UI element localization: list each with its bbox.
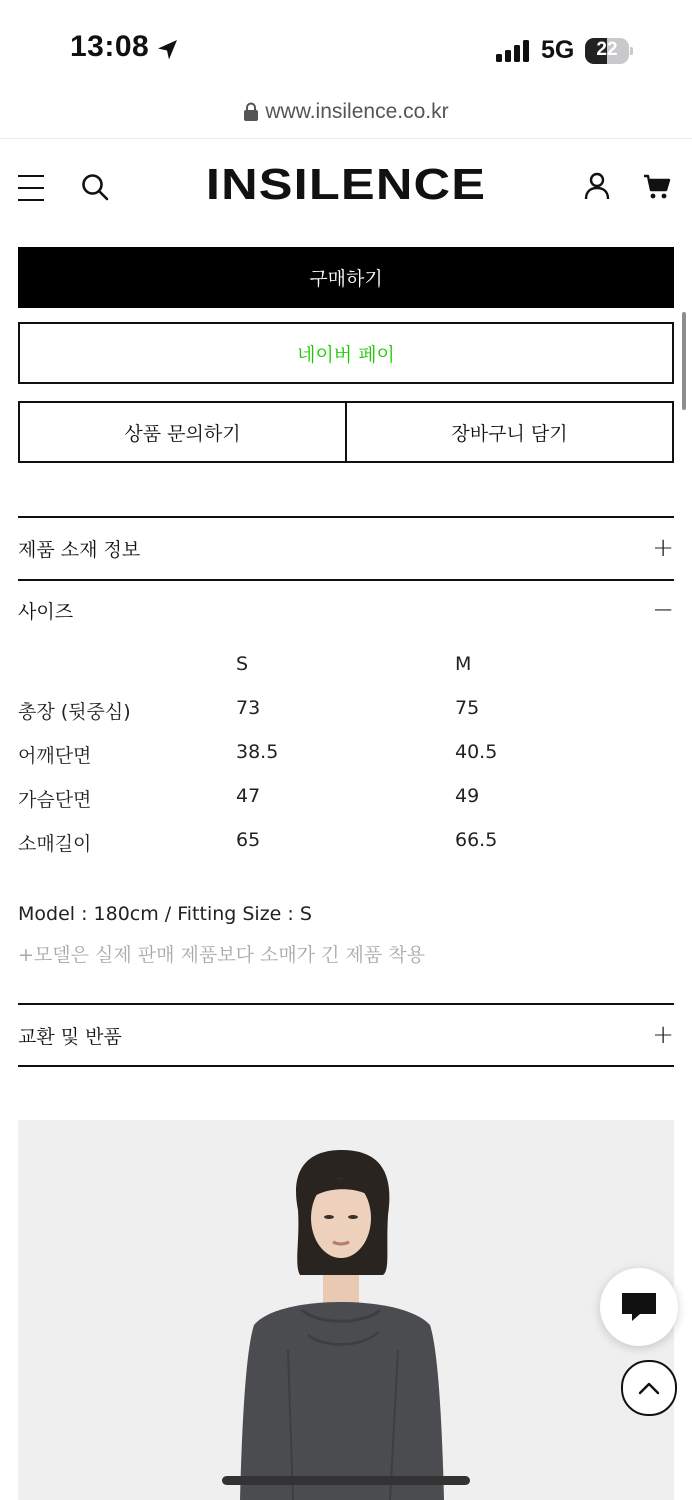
size-cell: 66.5 bbox=[455, 829, 498, 851]
user-icon[interactable] bbox=[584, 172, 610, 200]
size-column-header: S bbox=[236, 653, 249, 675]
expand-plus-icon: + bbox=[652, 533, 674, 563]
size-cell: 38.5 bbox=[236, 741, 279, 763]
model-note: +모델은 실제 판매 제품보다 소매가 긴 제품 착용 bbox=[18, 944, 425, 966]
site-logo[interactable]: INSILENCE bbox=[205, 160, 487, 209]
battery-nub bbox=[630, 47, 633, 55]
battery-level: 22 bbox=[596, 39, 618, 60]
accordion-exchange-returns[interactable] bbox=[18, 1005, 674, 1065]
search-icon[interactable] bbox=[80, 172, 110, 202]
size-cell: 65 bbox=[236, 829, 261, 851]
chat-bubble-icon bbox=[620, 1290, 658, 1324]
cart-icon[interactable] bbox=[643, 174, 671, 200]
address-bar-divider bbox=[0, 138, 692, 139]
chevron-up-icon bbox=[638, 1381, 660, 1395]
accordion-material-info[interactable] bbox=[18, 518, 674, 578]
size-cell: 40.5 bbox=[455, 741, 498, 763]
accordion-title: 제품 소재 정보 bbox=[18, 538, 141, 561]
size-column-header: M bbox=[455, 653, 472, 675]
network-type: 5G bbox=[541, 36, 575, 64]
model-info: Model : 180cm / Fitting Size : S bbox=[18, 903, 312, 925]
naver-pay-button[interactable]: 네이버 페이 bbox=[18, 322, 674, 384]
status-time: 13:08 bbox=[70, 30, 150, 63]
product-photo bbox=[18, 1120, 674, 1500]
divider bbox=[18, 1065, 674, 1067]
menu-icon[interactable] bbox=[18, 175, 44, 201]
size-row-label: 가슴단면 bbox=[18, 789, 92, 811]
accordion-title: 교환 및 반품 bbox=[18, 1025, 122, 1048]
expand-plus-icon: + bbox=[652, 1020, 674, 1050]
size-cell: 73 bbox=[236, 697, 261, 719]
accordion-title: 사이즈 bbox=[18, 600, 74, 623]
size-row-label: 어깨단면 bbox=[18, 745, 92, 767]
lock-icon bbox=[243, 102, 259, 122]
battery-icon bbox=[585, 38, 629, 64]
accordion-size[interactable] bbox=[18, 580, 674, 640]
location-arrow-icon bbox=[156, 38, 180, 62]
size-row-label: 총장 (뒷중심) bbox=[18, 701, 131, 723]
address-bar[interactable] bbox=[0, 100, 692, 138]
url-text: www.insilence.co.kr bbox=[265, 100, 449, 123]
add-to-cart-button[interactable]: 장바구니 담기 bbox=[345, 401, 674, 463]
size-cell: 47 bbox=[236, 785, 261, 807]
collapse-minus-icon: − bbox=[652, 595, 674, 625]
product-inquiry-button[interactable]: 상품 문의하기 bbox=[18, 401, 347, 463]
size-cell: 49 bbox=[455, 785, 480, 807]
cellular-signal-icon bbox=[496, 40, 532, 62]
size-cell: 75 bbox=[455, 697, 480, 719]
buy-button[interactable]: 구매하기 bbox=[18, 247, 674, 308]
scroll-to-top-button[interactable] bbox=[621, 1360, 677, 1416]
chat-button[interactable] bbox=[600, 1268, 678, 1346]
home-indicator[interactable] bbox=[222, 1476, 470, 1485]
scrollbar[interactable] bbox=[682, 312, 686, 410]
size-row-label: 소매길이 bbox=[18, 833, 92, 855]
